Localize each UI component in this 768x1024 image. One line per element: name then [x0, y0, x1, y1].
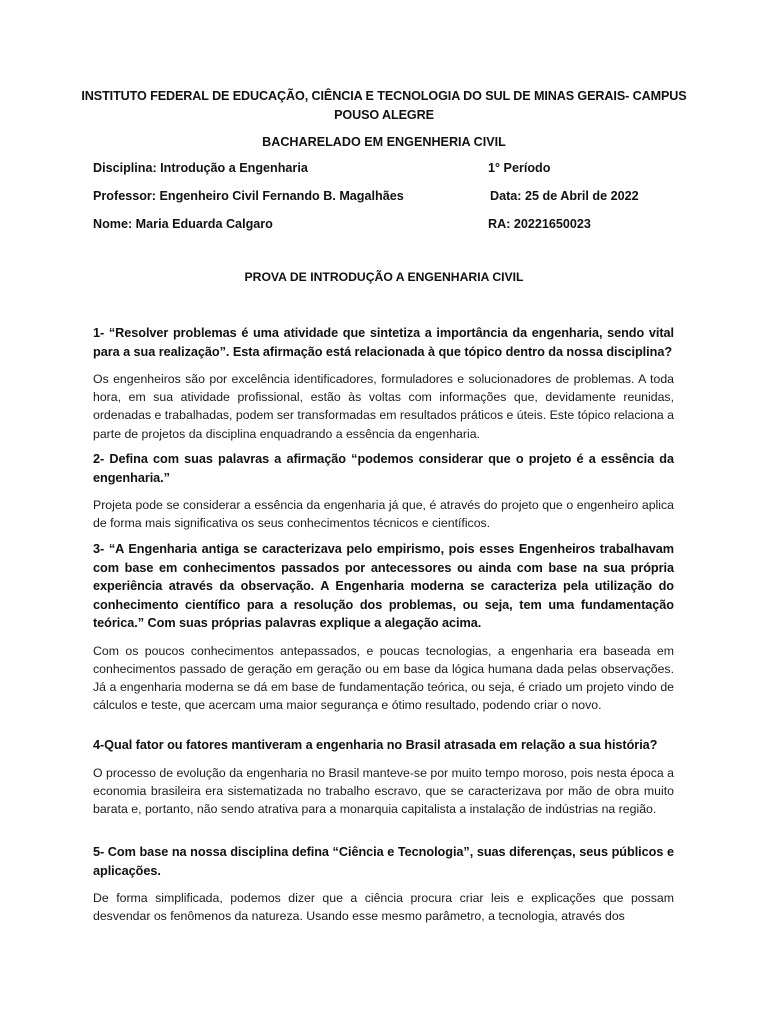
- question-5: 5- Com base na nossa disciplina defina “Ciência e Tecnologia”, suas diferenças, seus públicos e aplicações.: [93, 845, 674, 878]
- exam-title: PROVA DE INTRODUÇÃO A ENGENHARIA CIVIL: [244, 270, 524, 284]
- date-field: Data: 25 de Abril de 2022: [490, 189, 639, 203]
- answer-1: Os engenheiros são por excelência identificadores, formuladores e solucionadores de problemas. A toda hora, em sua atividade profissional, estão às voltas com informações que, devidamente reunidas, ordenadas e trabalhadas, podem ser transformadas em resultados práticos e úteis. Este tópico relaciona a parte de projetos da disciplina enquadrando a essência da engenharia.: [93, 372, 675, 441]
- institution-header: INSTITUTO FEDERAL DE EDUCAÇÃO, CIÊNCIA E TECNOLOGIA DO SUL DE MINAS GERAIS- CAMPUS POUSO ALEGRE: [81, 89, 687, 122]
- professor-field: Professor: Engenheiro Civil Fernando B. Magalhães: [93, 189, 404, 203]
- answer-4: O processo de evolução da engenharia no Brasil manteve-se por muito tempo moroso, pois nesta época a economia brasileira era sistematizada no trabalho escravo, que se caracterizava por mão de obra muito barata e, portanto, não sendo atrativa para a monarquia capitalista a instalação de indústrias na região.: [93, 765, 674, 816]
- student-name-field: Nome: Maria Eduarda Calgaro: [93, 217, 273, 231]
- discipline-field: Disciplina: Introdução a Engenharia: [93, 161, 308, 175]
- answer-2: Projeta pode se considerar a essência da engenharia já que, é através do projeto que o engenheiro aplica de forma mais significativa os seus conhecimentos técnicos e científicos.: [93, 498, 674, 531]
- question-block: [93, 540, 674, 722]
- question-1: 1- “Resolver problemas é uma atividade que sintetiza a importância da engenharia, sendo vital para a sua realização”. Esta afirmação está relacionada à que tópico dentro da nossa disciplina?: [93, 326, 674, 359]
- period-field: 1° Período: [488, 161, 551, 175]
- question-2: 2- Defina com suas palavras a afirmação “podemos considerar que o projeto é a essência da engenharia.”: [93, 452, 674, 485]
- course-title: BACHARELADO EM ENGENHERIA CIVIL: [262, 135, 506, 149]
- question-block: [93, 736, 674, 826]
- ra-field: RA: 20221650023: [488, 217, 591, 231]
- question-block: [93, 324, 674, 451]
- question-block: [93, 450, 674, 540]
- question-block: [93, 843, 674, 933]
- answer-5: De forma simplificada, podemos dizer que a ciência procura criar leis e explicações que possam desvendar os fenômenos da natureza. Usando esse mesmo parâmetro, a tecnologia, através dos: [93, 891, 674, 924]
- question-4: 4-Qual fator ou fatores mantiveram a engenharia no Brasil atrasada em relação a sua história?: [93, 738, 658, 752]
- question-3: 3- “A Engenharia antiga se caracterizava pelo empirismo, pois esses Engenheiros trabalhavam com base em conhecimentos passados por antecessores ou ainda com base na sua própria experiência através da observação. A Engenharia moderna se caracteriza pela utilização do conhecimento científico para a resolução dos problemas, ou seja, tem uma fundamentação teórica.” Com suas próprias palavras explique a alegação acima.: [93, 542, 674, 630]
- answer-3: Com os poucos conhecimentos antepassados, e poucas tecnologias, a engenharia era baseada em conhecimentos passado de geração em geração ou em base da lógica humana dada pelas observações. Já a engenharia moderna se dá em base de fundamentação teórica, ou seja, é criado um projeto vindo de cálculos e teste, que acercam uma maior segurança e ótimo resultado, podendo criar o novo.: [93, 643, 674, 713]
